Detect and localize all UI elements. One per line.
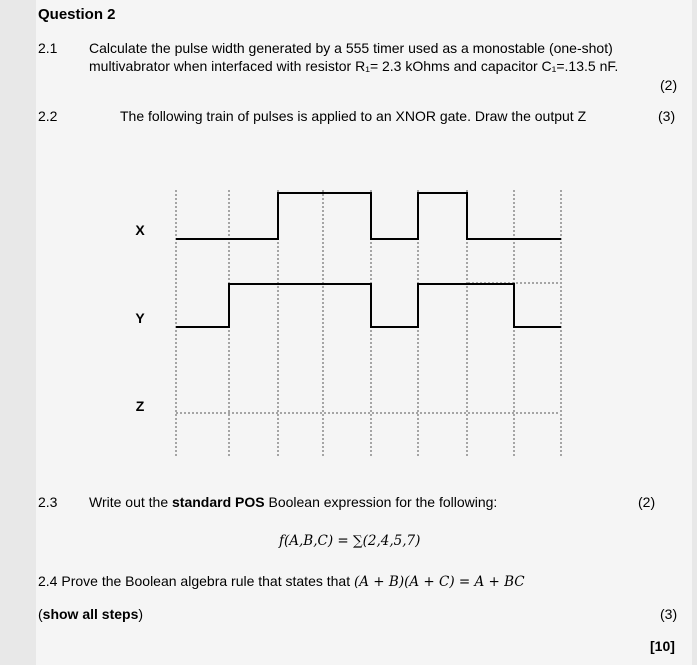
q24-steps <box>38 606 143 622</box>
signal-label-x: X <box>135 222 145 238</box>
q21-number: 2.1 <box>38 40 58 56</box>
waveform-x <box>176 193 561 239</box>
q24-steps-bold: show all steps <box>42 606 139 622</box>
dotted-reference-lines <box>176 283 560 413</box>
q24-text: 2.4 Prove the Boolean algebra rule that states that <box>38 573 354 589</box>
q21-text-line2: multivabrator when interfaced with resistor R₁= 2.3 kOhms and capacitor C₁=.13.5 nF. <box>89 58 619 74</box>
total-marks: [10] <box>650 638 675 654</box>
q23-marks: (2) <box>638 494 656 510</box>
timing-grid <box>176 190 561 458</box>
q21-text-line1: Calculate the pulse width generated by a 555 timer used as a monostable (one-shot) <box>89 40 613 56</box>
q24-formula: (A + B)(A + C) = A + BC <box>353 574 525 590</box>
q24-line <box>38 573 525 590</box>
q23-text-pre: Write out the <box>89 494 173 510</box>
q24-steps-open: ( <box>38 606 43 622</box>
q23-formula: f(A,B,C) = ∑(2,4,5,7) <box>279 533 421 549</box>
q22-text: The following train of pulses is applied to an XNOR gate. Draw the output Z <box>120 108 587 124</box>
waveform-y <box>176 284 561 327</box>
q22-number: 2.2 <box>38 108 58 124</box>
signal-label-y: Y <box>135 310 145 326</box>
q21-marks: (2) <box>660 77 678 93</box>
q23-number: 2.3 <box>38 494 58 510</box>
signal-label-z: Z <box>135 398 145 414</box>
q22-marks: (3) <box>658 108 676 124</box>
q23-text-bold: standard POS <box>172 494 265 510</box>
q23-text <box>89 494 497 510</box>
q24-marks: (3) <box>660 606 678 622</box>
question-title: Question 2 <box>38 6 116 23</box>
q24-steps-close: ) <box>138 606 144 622</box>
q23-text-post: Boolean expression for the following: <box>264 494 498 510</box>
